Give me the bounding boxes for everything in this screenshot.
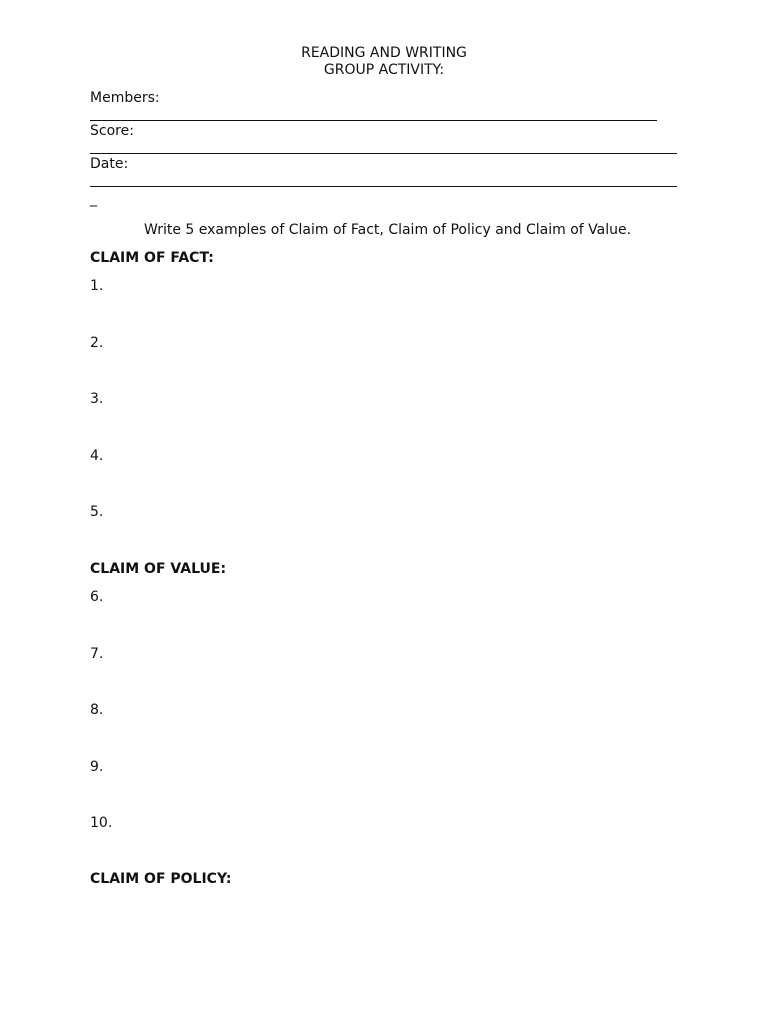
date-blank-line[interactable] <box>90 186 677 187</box>
title-line-1: READING AND WRITING <box>301 45 467 61</box>
value-item-8: 8. <box>90 702 104 718</box>
fact-item-1: 1. <box>90 278 104 294</box>
fact-item-2: 2. <box>90 335 104 351</box>
value-item-10: 10. <box>90 815 113 831</box>
instruction-text: Write 5 examples of Claim of Fact, Claim of Policy and Claim of Value. <box>144 222 632 238</box>
value-item-6: 6. <box>90 589 104 605</box>
date-trailing-underscore: _ <box>90 191 97 207</box>
fact-item-3: 3. <box>90 391 104 407</box>
claim-of-policy-heading: CLAIM OF POLICY: <box>90 871 232 887</box>
claim-of-value-heading: CLAIM OF VALUE: <box>90 561 227 577</box>
value-item-7: 7. <box>90 646 104 662</box>
members-label: Members: <box>90 90 160 106</box>
fact-item-5: 5. <box>90 504 104 520</box>
claim-of-fact-heading: CLAIM OF FACT: <box>90 250 214 266</box>
value-item-9: 9. <box>90 759 104 775</box>
score-label: Score: <box>90 123 134 139</box>
fact-item-4: 4. <box>90 448 104 464</box>
members-blank-line[interactable] <box>90 120 657 121</box>
date-label: Date: <box>90 156 129 172</box>
score-blank-line[interactable] <box>90 153 677 154</box>
title-line-2: GROUP ACTIVITY: <box>323 62 445 78</box>
